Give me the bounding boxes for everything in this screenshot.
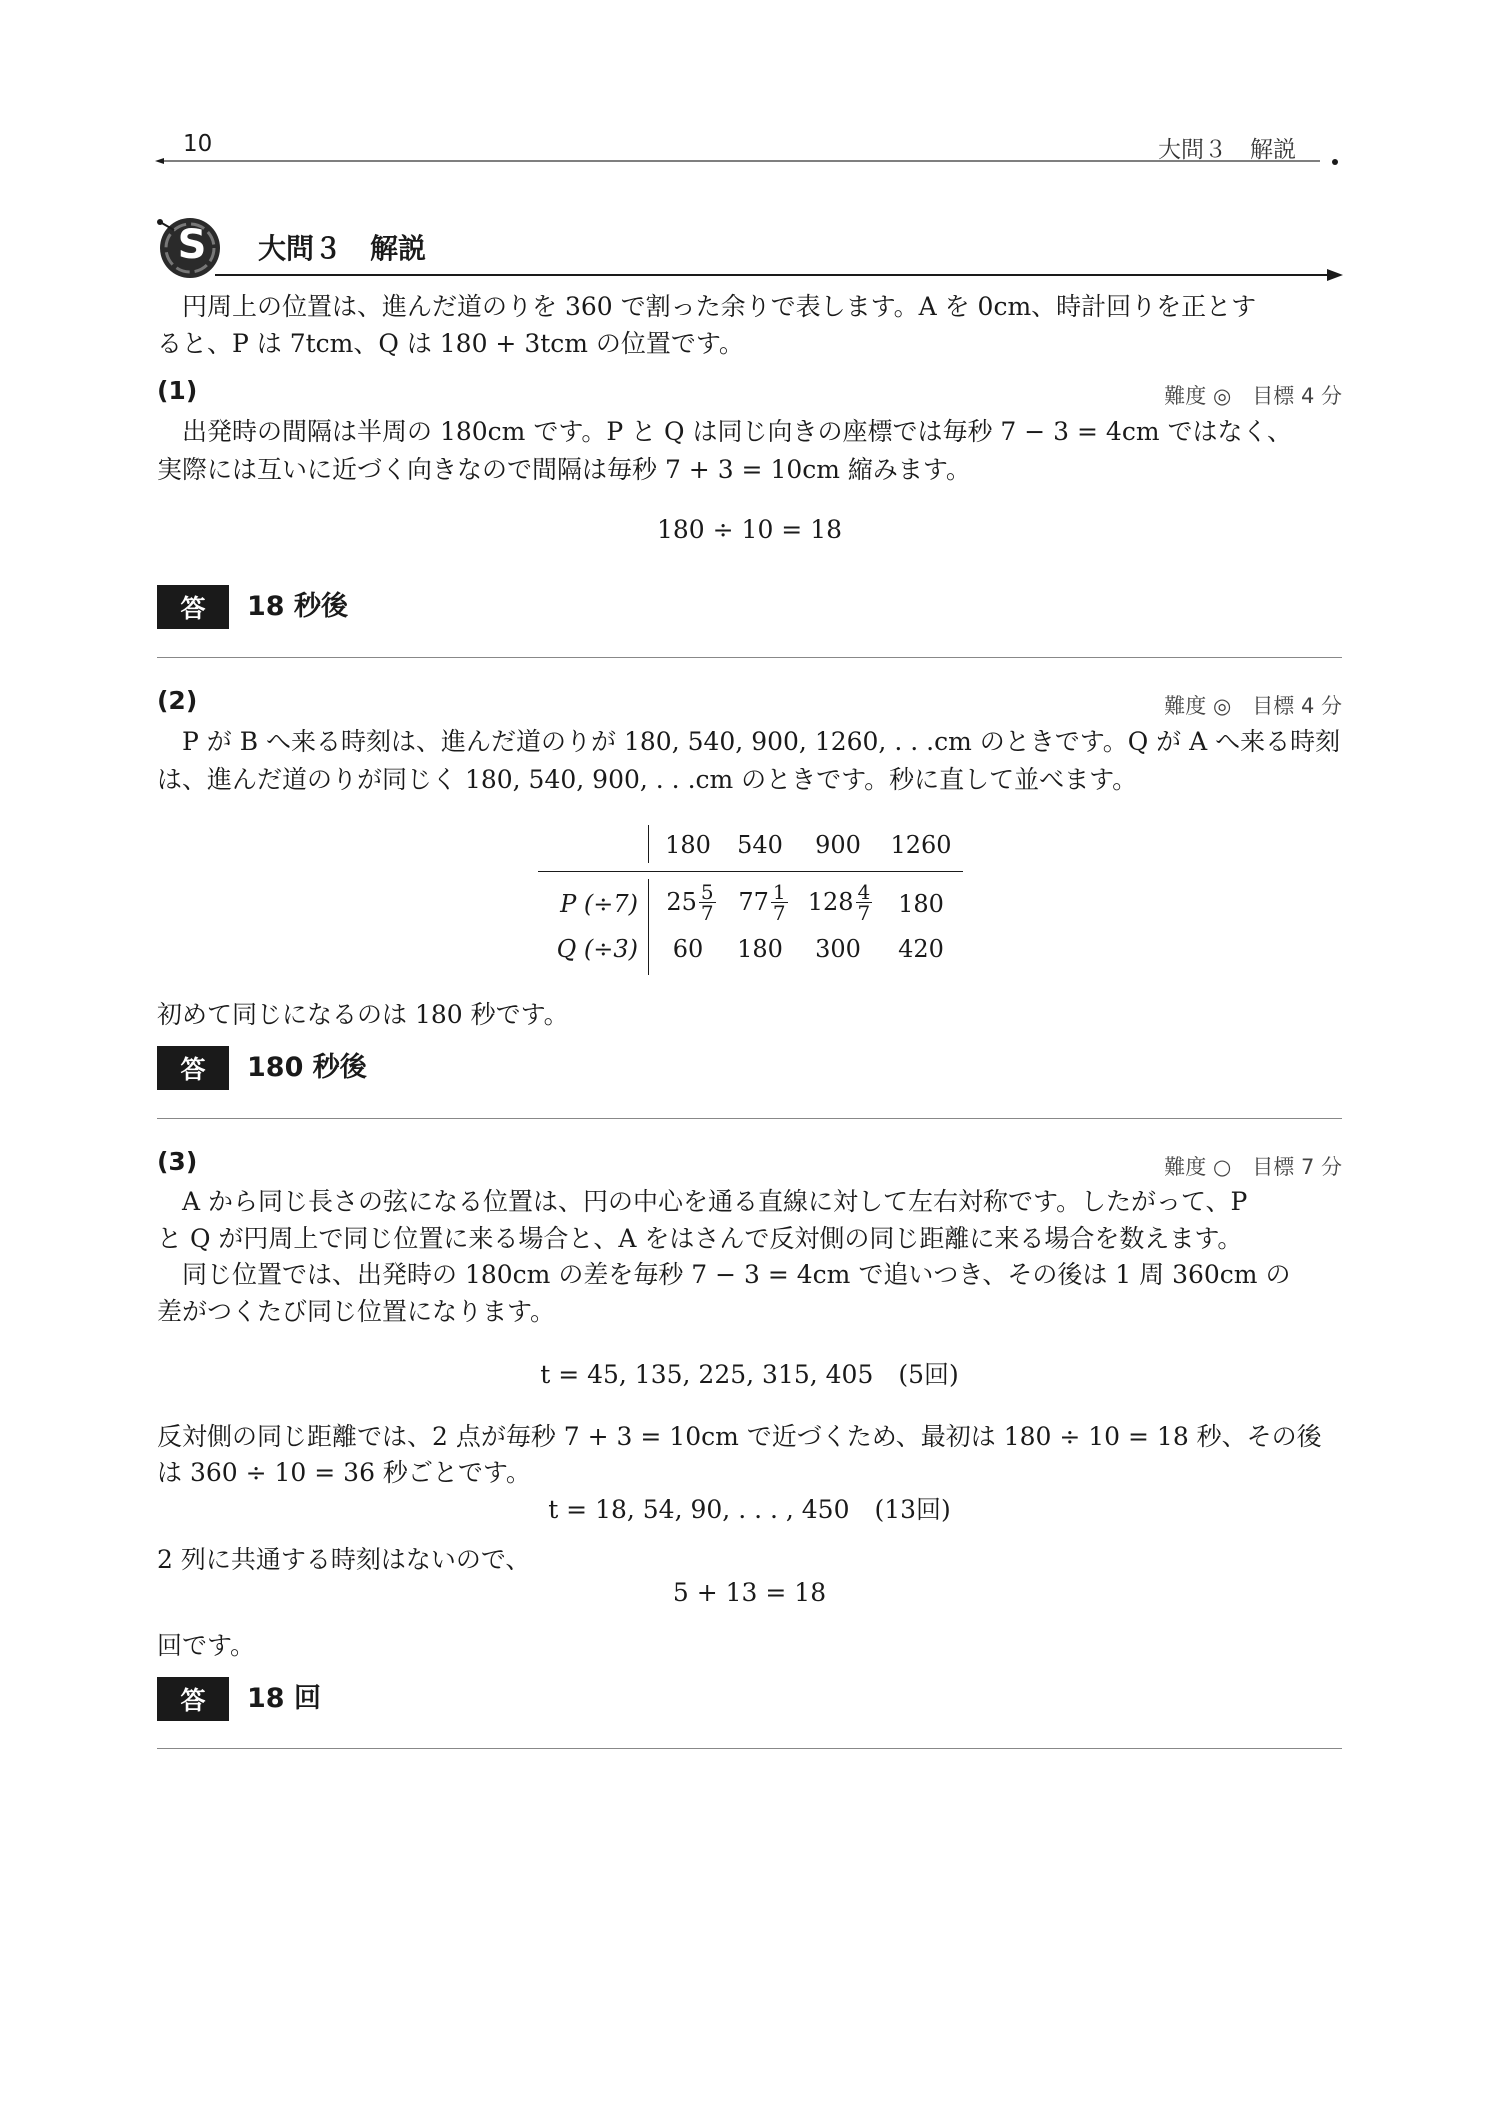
- table-col-header: 540: [737, 831, 783, 859]
- table-cell: 180: [737, 935, 783, 963]
- part1-line-1: 出発時の間隔は半周の 180cm です。P と Q は同じ向きの座標では毎秒 7 − 3 = 4cm ではなく、: [182, 417, 1292, 446]
- header-rule-left-arrow: [155, 158, 164, 164]
- mixed-whole: 77: [738, 888, 769, 916]
- running-title: 大問３ 解説: [1158, 137, 1296, 163]
- part3-label: (3): [157, 1147, 198, 1176]
- page-number: 10: [183, 131, 213, 157]
- table-cell: 180: [898, 890, 944, 918]
- part2-conclusion: 初めて同じになるのは 180 秒です。: [157, 1000, 569, 1029]
- mixed-whole: 25: [666, 888, 697, 916]
- part3-para2-line-1: 同じ位置では、出発時の 180cm の差を毎秒 7 − 3 = 4cm で追いつき、その後は 1 周 360cm の: [182, 1260, 1291, 1289]
- part1-answer: 18 秒後: [247, 591, 348, 622]
- fraction: $\frac{4}{7}$: [857, 879, 871, 925]
- part3-divider: [157, 1748, 1342, 1749]
- part2-line-2: は、進んだ道のりが同じく 180, 540, 900, . . .cm のときです。秒に直して並べます。: [157, 765, 1138, 794]
- fraction: $\frac{1}{7}$: [772, 879, 786, 925]
- section-logo-letter: S: [177, 222, 207, 268]
- part2-label: (2): [157, 686, 198, 715]
- table-vertical-rule-top: [648, 825, 649, 863]
- table-cell: 60: [672, 935, 704, 963]
- table-cell: [656, 877, 726, 927]
- intro-line-1: 円周上の位置は、進んだ道のりを 360 で割った余りで表します。A を 0cm、時計回りを正とす: [182, 292, 1257, 321]
- part3-para3-line-1: 反対側の同じ距離では、2 点が毎秒 7 + 3 = 10cm で近づくため、最初は 180 ÷ 10 = 18 秒、その後: [157, 1422, 1322, 1451]
- mixed-whole: 128: [807, 888, 854, 916]
- part1-meta: 難度 ◎ 目標 4 分: [1164, 384, 1342, 408]
- table-col-header: 900: [815, 831, 861, 859]
- part3-para5: 回です。: [157, 1631, 256, 1660]
- section-title: 大問３ 解説: [258, 232, 427, 265]
- part3-para1-line-2: と Q が円周上で同じ位置に来る場合と、A をはさんで反対側の同じ距離に来る場合を数えます。: [157, 1224, 1243, 1253]
- table-cell: 300: [815, 935, 861, 963]
- table-row-label-p: P (÷7): [560, 890, 638, 918]
- intro-line-2: ると、P は 7tcm、Q は 180 + 3tcm の位置です。: [157, 329, 744, 358]
- part2-table: [538, 825, 963, 975]
- part2-answer-badge: 答: [157, 1046, 229, 1090]
- part2-meta: 難度 ◎ 目標 4 分: [1164, 694, 1342, 718]
- part3-equation-2: t = 18, 54, 90, . . . , 450 (13回): [548, 1495, 951, 1524]
- table-horizontal-rule: [538, 871, 963, 872]
- fraction: $\frac{5}{7}$: [700, 879, 714, 925]
- header-rule: [155, 155, 1347, 169]
- table-cell: 420: [898, 935, 944, 963]
- section-title-rule: [215, 268, 1345, 282]
- table-cell: [728, 877, 798, 927]
- part2-divider: [157, 1118, 1342, 1119]
- part2-line-1: P が B へ来る時刻は、進んだ道のりが 180, 540, 900, 1260, . . .cm のときです。Q が A へ来る時刻: [182, 727, 1341, 756]
- part1-equation: 180 ÷ 10 = 18: [656, 515, 843, 544]
- part3-para3-line-2: は 360 ÷ 10 = 36 秒ごとです。: [157, 1458, 531, 1487]
- part3-meta: 難度 ○ 目標 7 分: [1164, 1155, 1342, 1179]
- part1-answer-badge: 答: [157, 585, 229, 629]
- header-rule-dot: [1332, 159, 1338, 165]
- part3-equation-3: 5 + 13 = 18: [672, 1578, 827, 1607]
- table-cell: [800, 877, 880, 927]
- part1-divider: [157, 657, 1342, 658]
- part3-para4: 2 列に共通する時刻はないので、: [157, 1545, 531, 1574]
- table-vertical-rule-body: [648, 879, 649, 975]
- part3-para2-line-2: 差がつくたび同じ位置になります。: [157, 1297, 556, 1326]
- part3-equation-1: t = 45, 135, 225, 315, 405 (5回): [540, 1360, 959, 1389]
- part3-answer: 18 回: [247, 1683, 321, 1714]
- part1-line-2: 実際には互いに近づく向きなので間隔は毎秒 7 + 3 = 10cm 縮みます。: [157, 455, 971, 484]
- section-title-arrow: [1327, 269, 1343, 281]
- part1-label: (1): [157, 376, 198, 405]
- part3-para1-line-1: A から同じ長さの弦になる位置は、円の中心を通る直線に対して左右対称です。したがって、P: [182, 1187, 1248, 1216]
- table-row-label-q: Q (÷3): [556, 935, 638, 963]
- part2-answer: 180 秒後: [247, 1052, 367, 1083]
- table-col-header: 180: [665, 831, 711, 859]
- part3-answer-badge: 答: [157, 1677, 229, 1721]
- table-col-header: 1260: [890, 831, 952, 859]
